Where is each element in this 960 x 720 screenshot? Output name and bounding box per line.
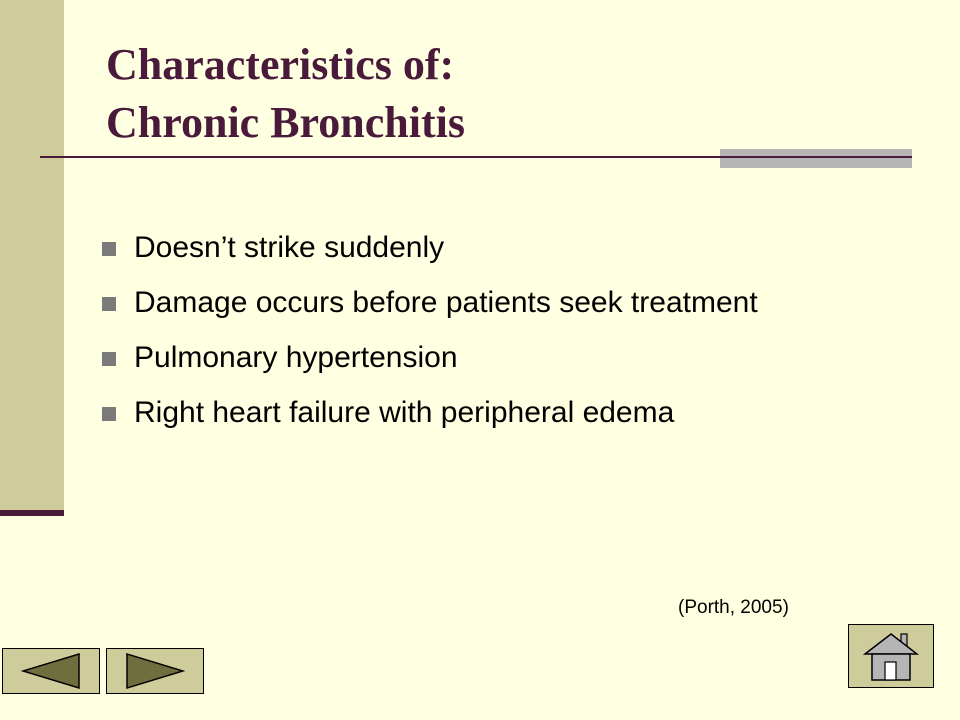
square-bullet-icon (102, 297, 116, 311)
title-underline-accent (720, 149, 912, 168)
citation: (Porth, 2005) (678, 597, 789, 618)
bullet-list (100, 228, 880, 448)
bullet-text: Doesn’t strike suddenly (134, 231, 445, 264)
left-decorative-bar (0, 0, 64, 510)
left-bar-accent (0, 510, 64, 516)
bullet-text: Right heart failure with peripheral edema (134, 396, 675, 429)
previous-slide-button[interactable] (2, 648, 100, 694)
next-slide-button[interactable] (106, 648, 204, 694)
bullet-text: Pulmonary hypertension (134, 341, 458, 374)
triangle-right-icon (125, 652, 185, 690)
square-bullet-icon (102, 407, 116, 421)
square-bullet-icon (102, 242, 116, 256)
title-line-1: Characteristics of: (106, 40, 455, 89)
title-line-2: Chronic Bronchitis (106, 98, 465, 147)
home-button[interactable] (848, 624, 934, 688)
slide-title (106, 36, 465, 152)
bullet-item (100, 393, 880, 433)
bullet-item (100, 228, 880, 268)
square-bullet-icon (102, 352, 116, 366)
bullet-item (100, 338, 880, 378)
bullet-text: Damage occurs before patients seek treatment (134, 286, 758, 319)
house-icon (863, 630, 919, 682)
triangle-left-icon (21, 652, 81, 690)
bullet-item (100, 283, 880, 323)
